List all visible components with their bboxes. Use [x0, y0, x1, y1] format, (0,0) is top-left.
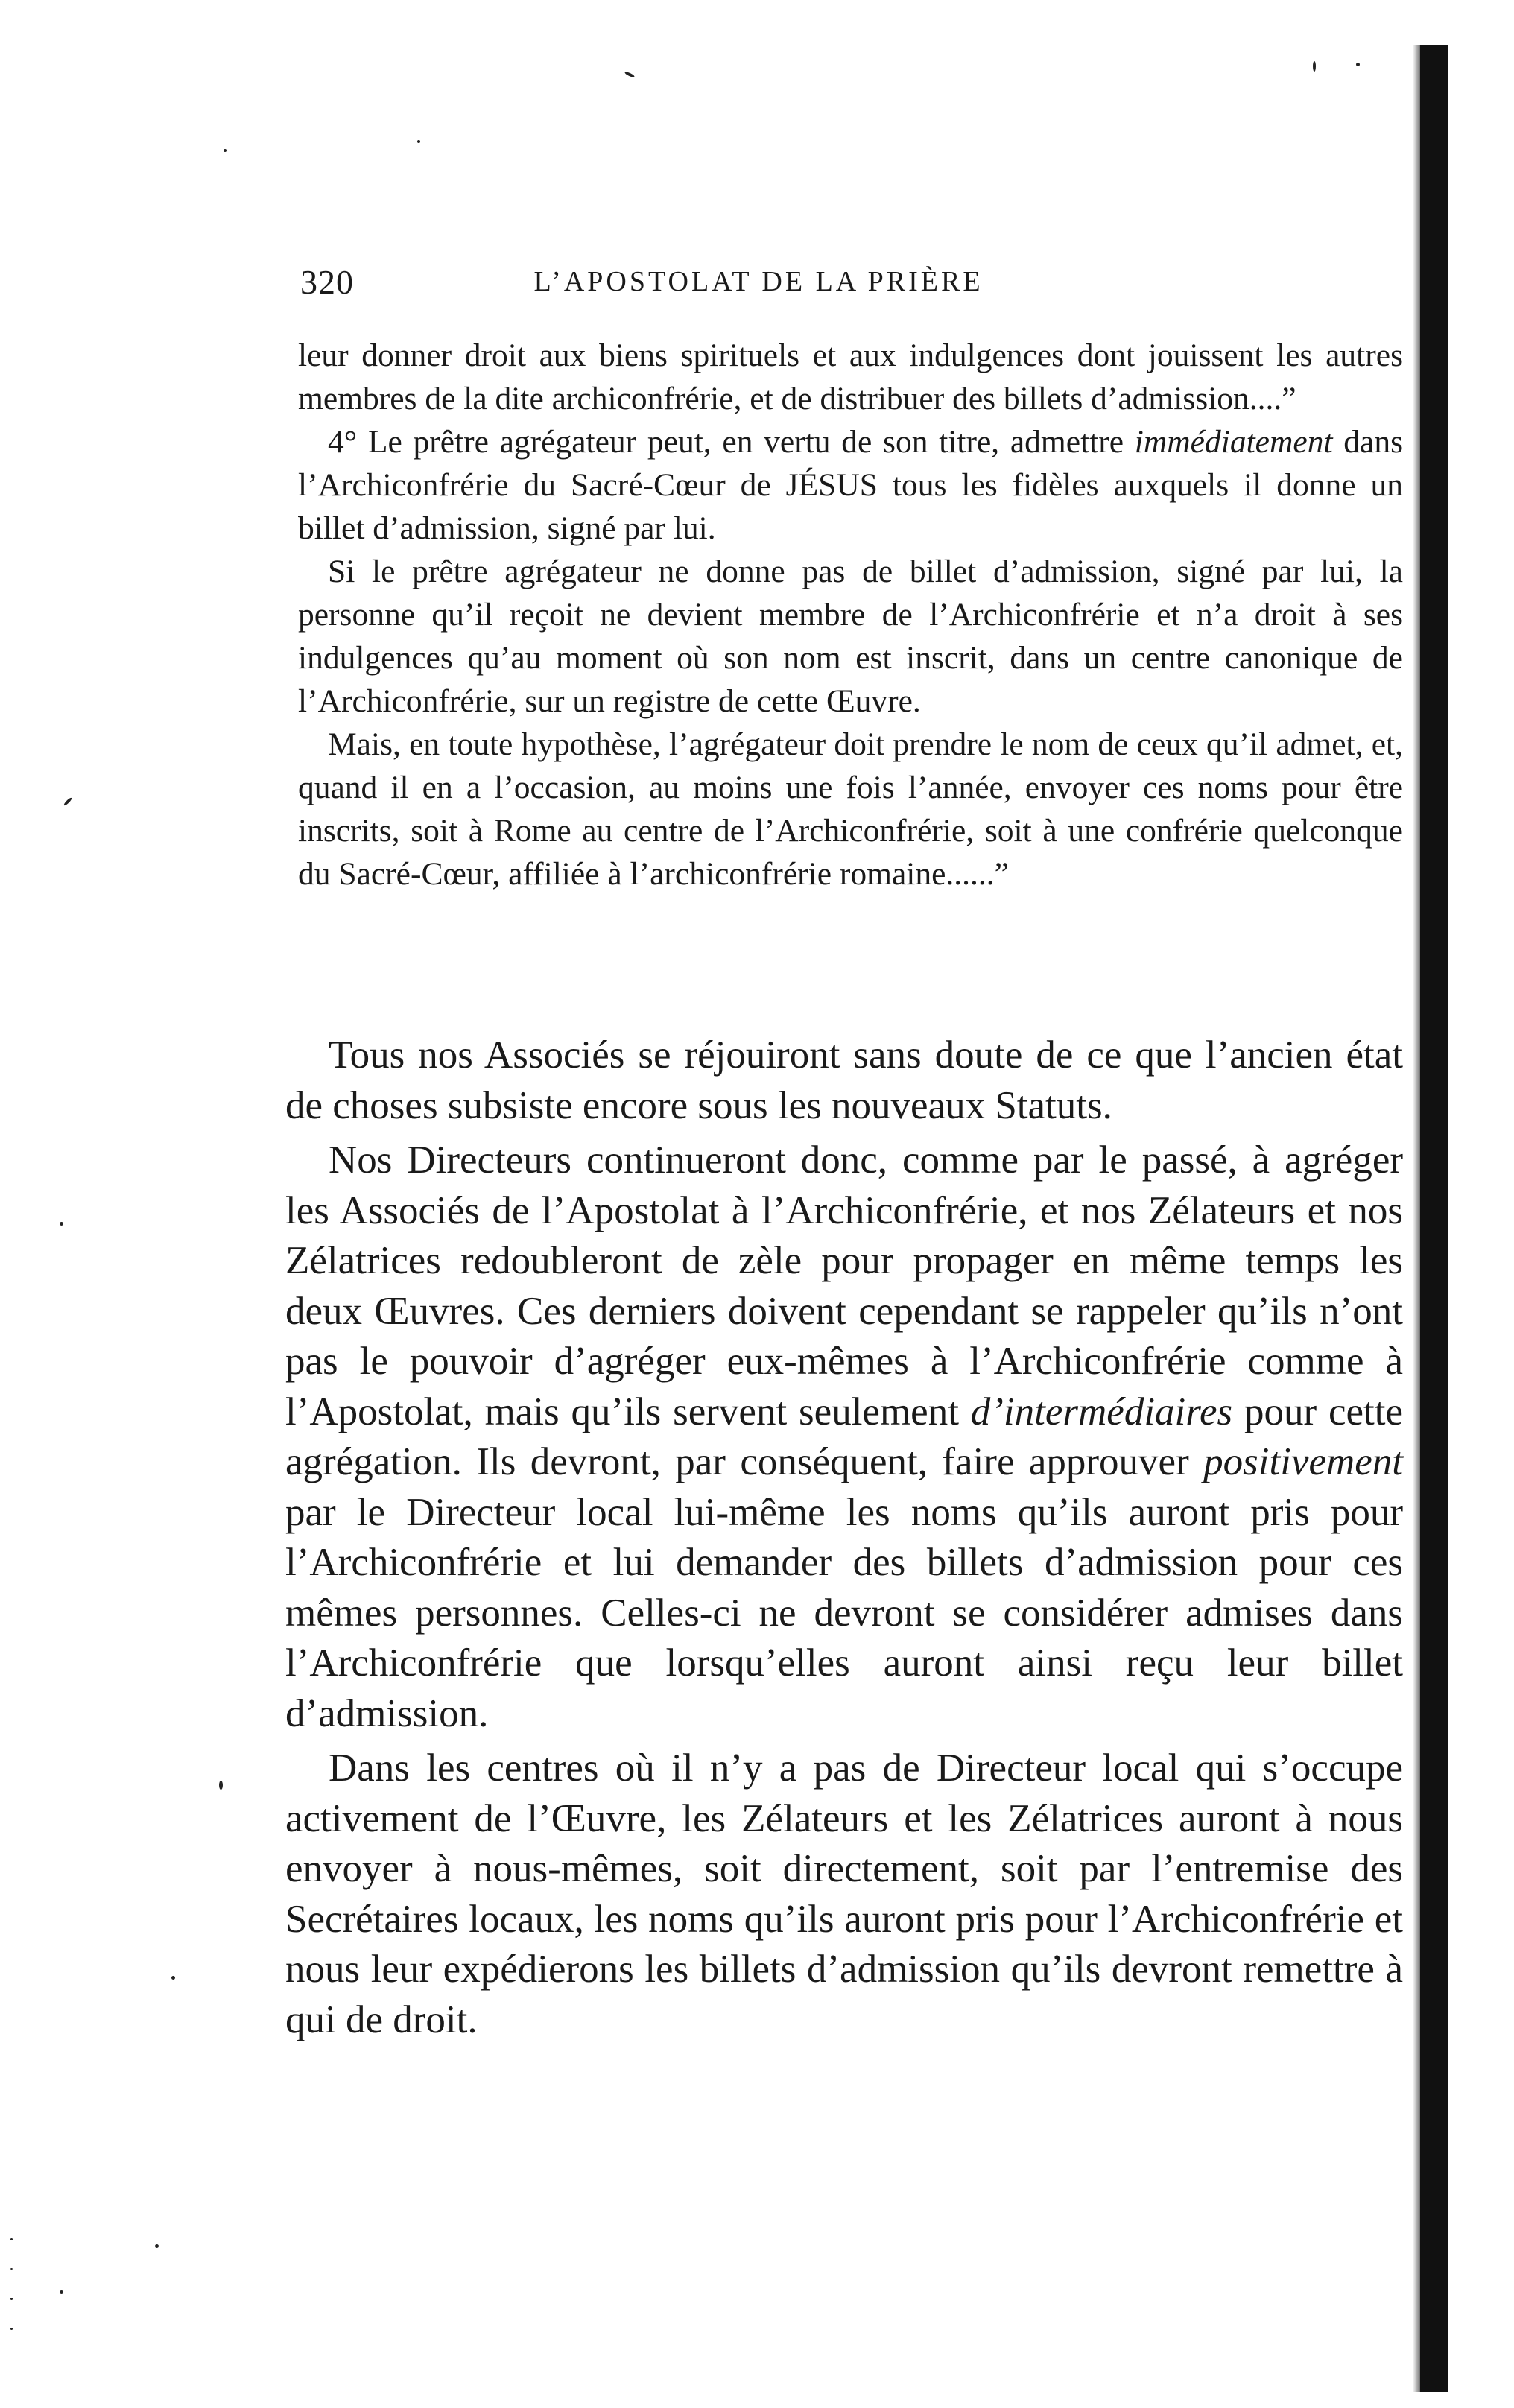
- scan-speck: [155, 2244, 159, 2248]
- quote-paragraph: Si le prêtre agrégateur ne donne pas de billet d’admission, signé par lui, la personne qu’il reçoit ne devient membre de l’Archiconfrérie et n’a droit à ses indulgences qu’au moment où son nom est inscrit, dans un centre canonique de l’Archiconfrérie, sur un registre de cette Œuvre.: [298, 554, 1403, 719]
- body-text-run: Nos Directeurs continueront donc, comme par le passé, à agréger les Associés de l’Apostolat à l’Archiconfrérie, et nos Zélateurs et nos Zélatrices redoubleront de zèle pour propager en même temps les deux Œuvres. Ces derniers doivent cependant se rappeler qu’ils n’ont pas le pouvoir d’agréger eux-mêmes à l’Archiconfrérie comme à l’Apostolat, mais qu’ils servent seulement: [285, 1138, 1403, 1433]
- quote-paragraph: [298, 420, 1403, 550]
- scan-speck: [417, 140, 420, 143]
- quote-text: 4° Le prêtre agrégateur peut, en vertu de son titre, admettre: [328, 424, 1135, 460]
- quoted-passage: [298, 334, 1403, 896]
- scan-speck: [624, 71, 635, 78]
- body-paragraph: Tous nos Associés se réjouiront sans doute de ce que l’ancien état de choses subsiste encore sous les nouveaux Statuts.: [285, 1033, 1403, 1127]
- scan-speck: [63, 797, 73, 807]
- body-text-run: pour cette agrégation. Ils devront, par conséquent, faire approuver: [285, 1390, 1403, 1483]
- scan-speck: [1356, 63, 1360, 66]
- quote-paragraph: Mais, en toute hypothèse, l’agrégateur doit prendre le nom de ceux qu’il admet, et, quand il en a l’occasion, au moins une fois l’année, envoyer ces noms pour être inscrits, soit à Rome au centre de l’Archiconfrérie, soit à une confrérie quelconque du Sacré-Cœur, affiliée à l’archiconfrérie romaine......”: [298, 726, 1403, 892]
- running-title: L’APOSTOLAT DE LA PRIÈRE: [533, 266, 984, 297]
- quote-paragraph: leur donner droit aux biens spirituels et aux indulgences dont jouissent les autres membres de la dite archiconfrérie, et de distribuer des billets d’admission....”: [298, 338, 1403, 416]
- italic-term: d’intermédiaires: [970, 1390, 1233, 1433]
- scan-speck: [60, 1222, 63, 1226]
- body-text: [285, 1030, 1403, 2045]
- quote-text: dans l’Archiconfrérie du Sacré-Cœur de JÉSUS tous les fidèles auxquels il donne un billet d’admission, signé par lui.: [298, 424, 1403, 546]
- scan-speck: [60, 2290, 63, 2294]
- body-paragraph: Dans les centres où il n’y a pas de Directeur local qui s’occupe activement de l’Œuvre, les Zélateurs et les Zélatrices auront à nous envoyer à nous-mêmes, soit directement, soit par l’entremise des Secrétaires locaux, les noms qu’ils auront pris pour l’Archiconfrérie et nous leur expédierons les billets d’admission qu’ils devront remettre à qui de droit.: [285, 1746, 1403, 2041]
- scan-speck: [1313, 61, 1316, 72]
- scan-speck: [219, 1781, 223, 1790]
- body-text-run: par le Directeur local lui-même les noms qu’ils auront pris pour l’Archiconfrérie et lui demander des billets d’admission pour ces mêmes personnes. Celles-ci ne devront se considérer admises dans l’Archiconfrérie que lorsqu’elles auront ainsi reçu leur billet d’admission.: [285, 1490, 1403, 1735]
- page-edge-shadow: [1420, 45, 1448, 2392]
- scan-speck: [10, 2268, 13, 2270]
- scan-speck: [10, 2328, 13, 2330]
- body-paragraph: [285, 1135, 1403, 1739]
- scan-speck: [171, 1976, 175, 1980]
- italic-term: positivement: [1203, 1440, 1403, 1483]
- page-number: 320: [300, 263, 354, 301]
- scan-speck: [224, 149, 227, 152]
- running-header: [300, 262, 1127, 307]
- italic-term: immédiatement: [1134, 424, 1333, 460]
- scan-speck: [10, 2298, 13, 2300]
- scan-speck: [10, 2238, 13, 2240]
